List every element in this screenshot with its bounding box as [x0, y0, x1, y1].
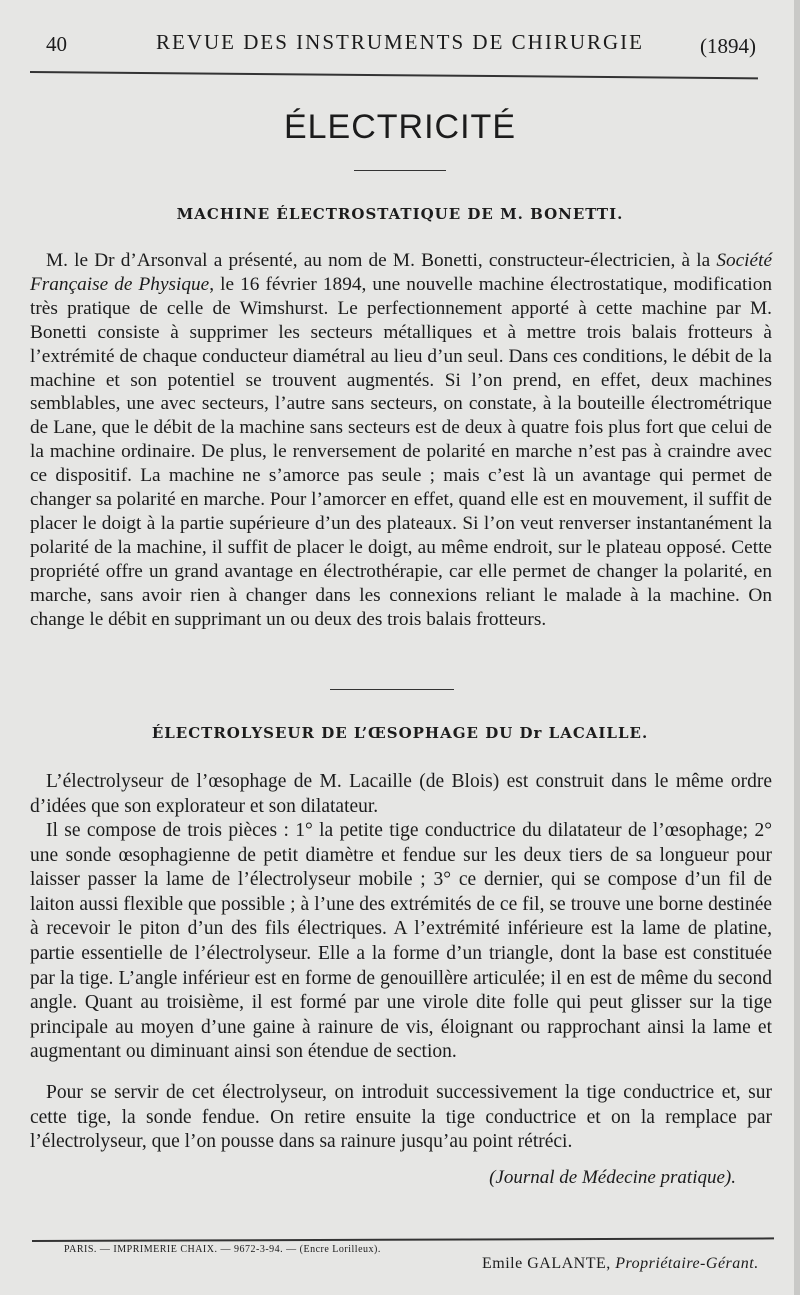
- article1-society-name: Société Française de Physique: [30, 250, 772, 295]
- article1-title: MACHINE ÉLECTROSTATIQUE DE M. BONETTI.: [176, 205, 624, 223]
- article1-paragraph: [30, 249, 772, 632]
- journal-title: REVUE DES INSTRUMENTS DE CHIRURGIE: [156, 30, 644, 54]
- publisher-name: Emile GALANTE,: [482, 1255, 616, 1272]
- heading-rule: [354, 170, 446, 171]
- article1-text-rest: , le 16 février 1894, une nouvelle machine électrostatique, modification très pratique de celle de Wimshurst. Le perfectionnement apporté à cette machine par M. Bonetti consiste à supprimer les secteurs métalliques et à mettre trois balais frotteurs à l’extrémité de chaque conducteur diamétral au lieu d’un seul. Dans ces conditions, le débit de la machine et son potentiel se trouvent augmentés. Si l’on prend, en effet, deux machines semblables, une avec secteurs, l’autre sans secteurs, on constate, à la bouteille électrométrique de Lane, que le débit de la machine sans secteurs est de deux à quatre fois plus fort que celui de la machine ordinaire. De plus, le renversement de polarité en marche n’est pas à craindre avec ce dispositif. La machine ne s’amorce pas seule ; mais c’est là un avantage qui permet de changer sa polarité en marche. Pour l’amorcer en effet, quand elle est en mouvement, il suffit de placer le doigt à la partie supérieure d’un des plateaux. Si l’on veut renverser instantanément la polarité de la machine, il suffit de placer le doigt, au même endroit, sur le plateau opposé. Cette propriété offre un grand avantage en électrothérapie, car elle permet de changer la polarité, en marche, sans avoir rien à changer dans les connexions reliant le malade à la machine. On change le débit en supprimant un ou deux des trois balais frotteurs.: [30, 273, 772, 630]
- article1-text-start: M. le Dr d’Arsonval a présenté, au nom de M. Bonetti, constructeur-électricien, à la: [46, 250, 717, 271]
- header-rule: [30, 71, 758, 79]
- journal-year: (1894): [700, 34, 756, 58]
- footer-rule: [32, 1237, 774, 1242]
- section-heading: ÉLECTRICITÉ: [283, 108, 517, 146]
- publisher-line: [482, 1255, 759, 1273]
- article2-paragraph-1: L’électrolyseur de l’œsophage de M. Lacaille (de Blois) est construit dans le même ordre d’idées que son explorateur et son dilatateur.: [30, 771, 772, 817]
- running-head: [0, 28, 800, 58]
- article2-source: (Journal de Médecine pratique).: [489, 1167, 736, 1188]
- publisher-role: Propriétaire-Gérant.: [615, 1255, 759, 1272]
- article2-paragraph-2: Il se compose de trois pièces : 1° la petite tige conductrice du dilatateur de l’œsophage; 2° une sonde œsophagienne de petit diamètre et fendue sur les deux tiers de sa longueur pour laisser passer la lame de l’électrolyseur mobile ; 3° ce dernier, qui se compose d’un fil de laiton aussi flexible que possible ; à l’une des extrémités de ce fil, se trouve une borne destinée à recevoir le piton d’un des fils électriques. A l’extrémité inférieure est la lame de platine, partie essentielle de l’électrolyseur. Elle a la forme d’un triangle, dont la base est constituée par la tige. L’angle inférieur est en forme de genouillère articulée; il en est de même du second angle. Quant au troisième, il est formé par une virole dite folle qui peut glisser sur la tige principale au moyen d’une gaine à rainure de vis, éloignant ou rapprochant ainsi la lame et augmentant ou diminuant ainsi son étendue de section.: [30, 820, 772, 1063]
- article2-title: ÉLECTROLYSEUR DE L’ŒSOPHAGE DU Dr LACAILLE.: [151, 724, 649, 742]
- article2-paragraph-3: Pour se servir de cet électrolyseur, on introduit successivement la tige conductrice et, sur cette tige, la sonde fendue. On retire ensuite la tige conductrice et on la remplace par l’électrolyseur, que l’on pousse dans sa rainure jusqu’au point rétréci.: [30, 1082, 772, 1153]
- page-edge: [794, 0, 800, 1295]
- article-separator: [330, 689, 454, 690]
- page-number: 40: [46, 32, 67, 56]
- printer-line: PARIS. — IMPRIMERIE CHAIX. — 9672-3-94. — (Encre Lorilleux).: [64, 1244, 381, 1255]
